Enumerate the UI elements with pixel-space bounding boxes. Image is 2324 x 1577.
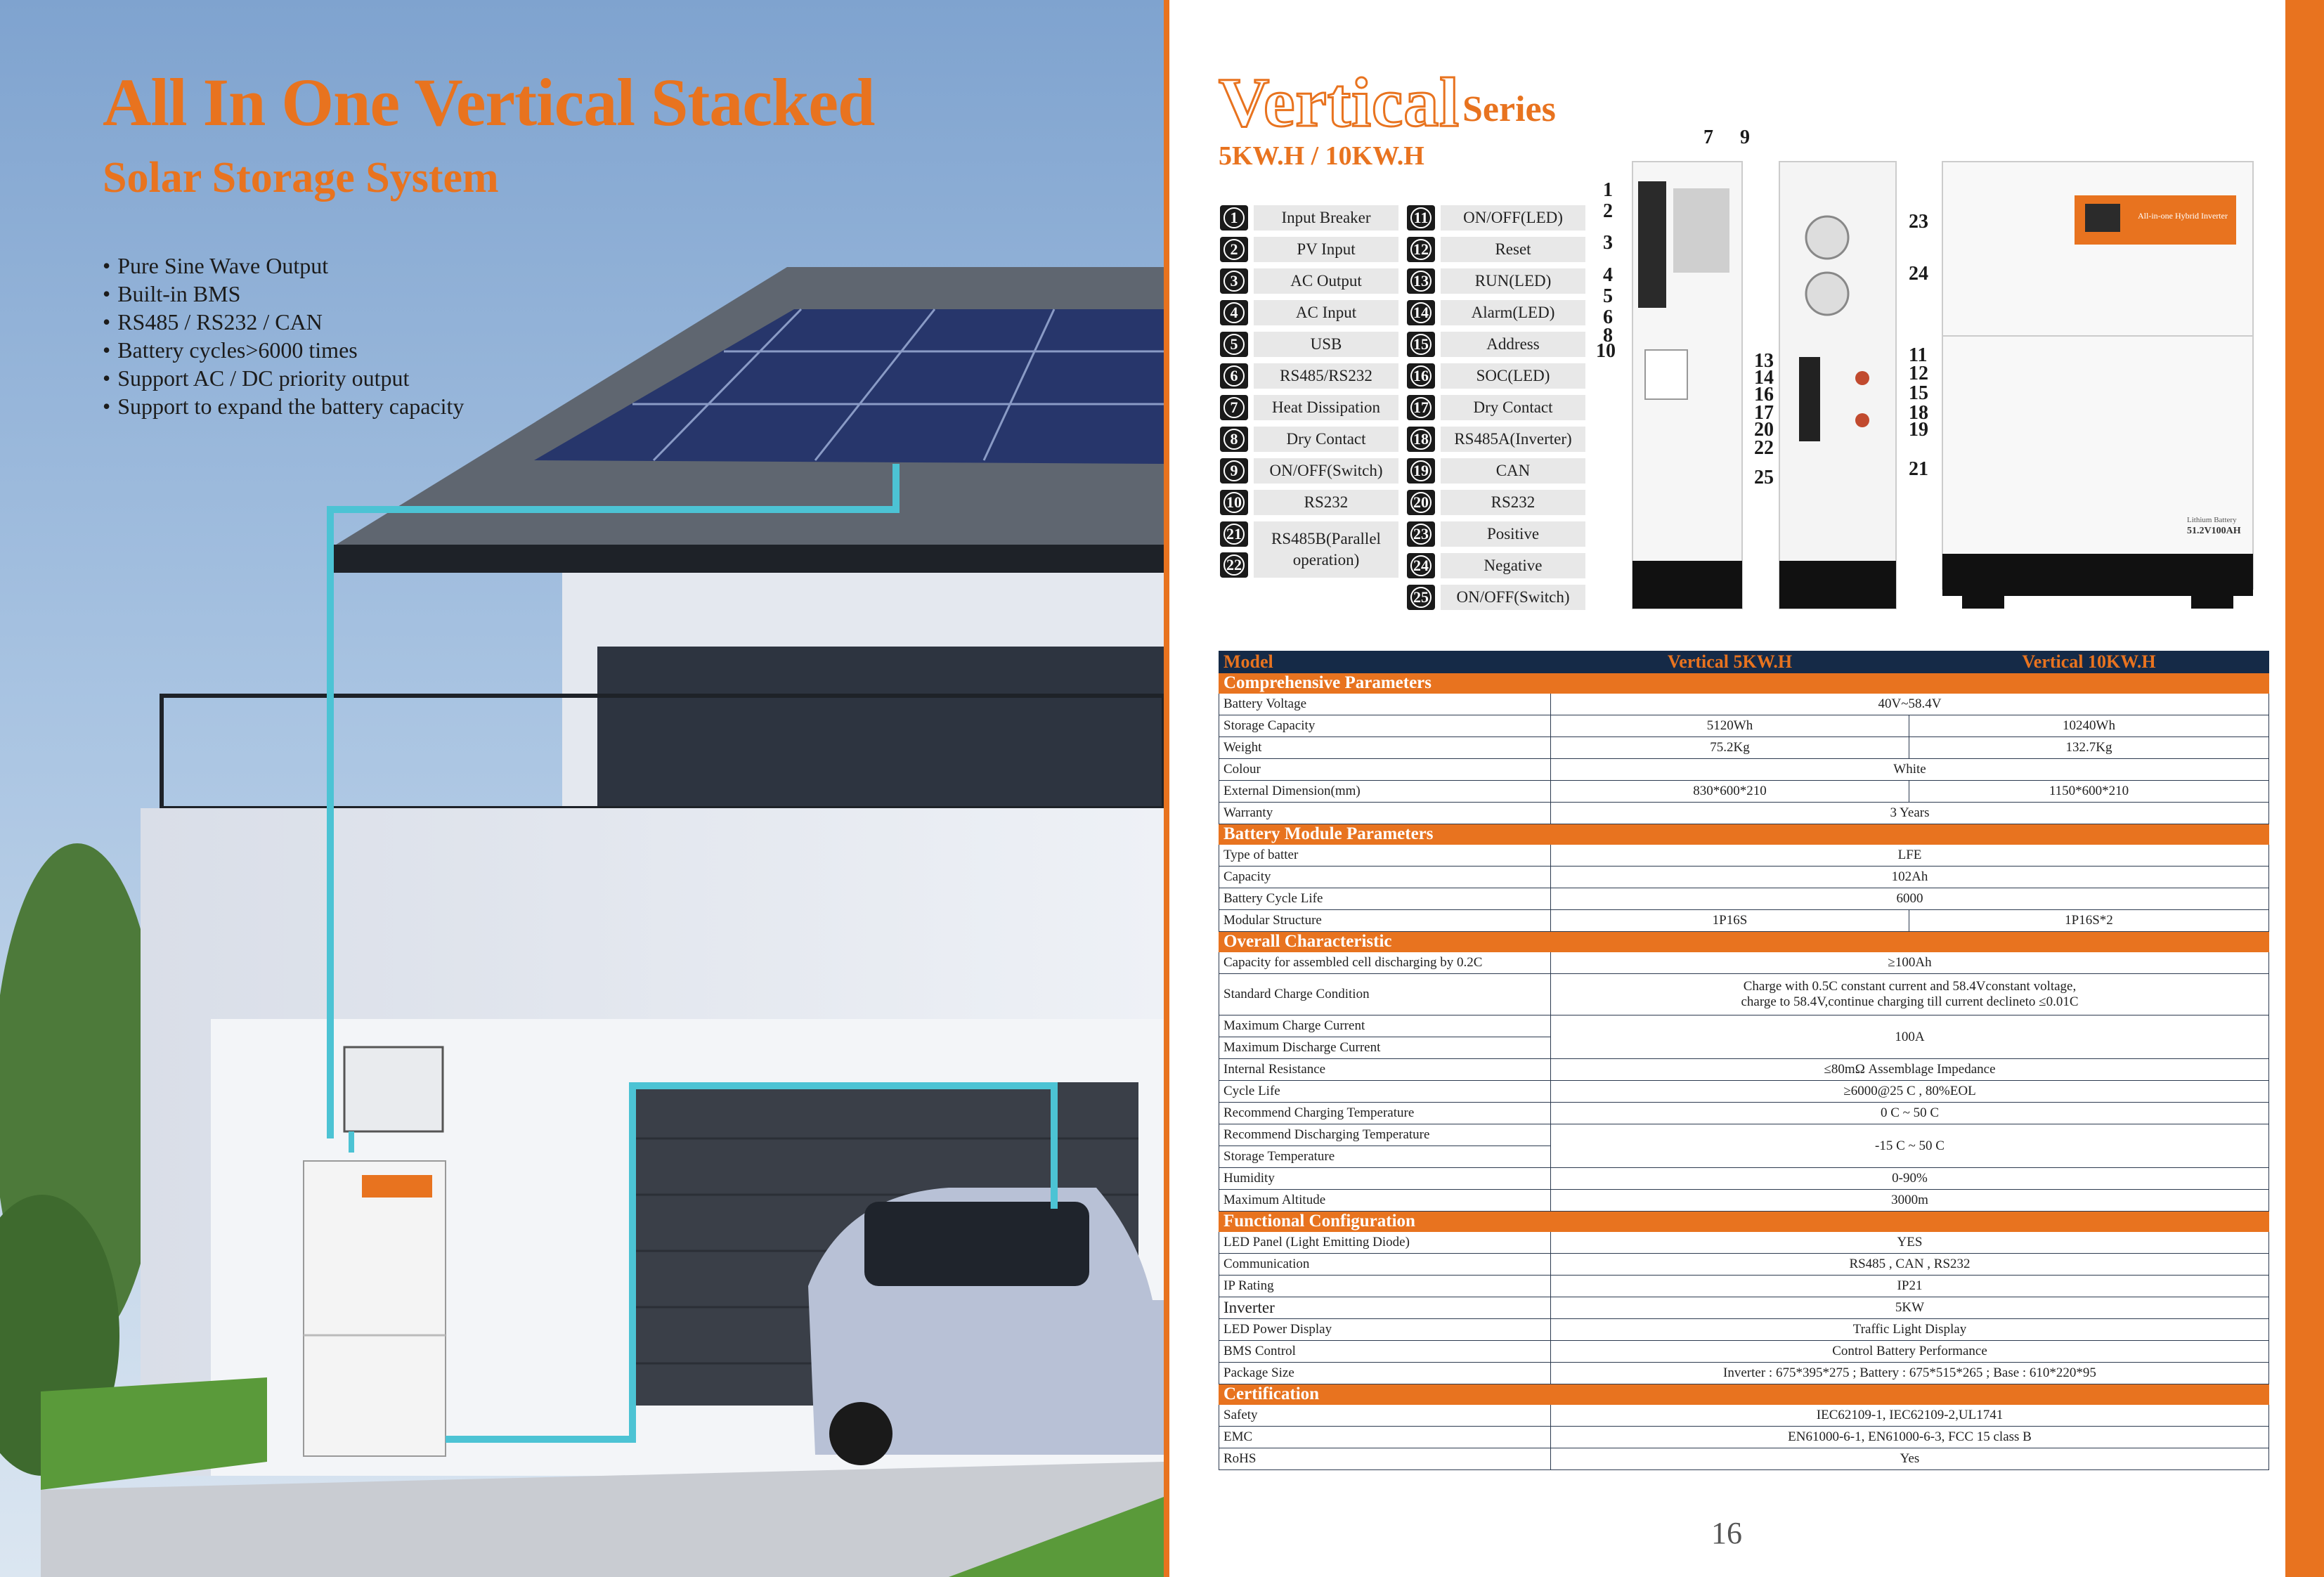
feature-item: • RS485 / RS232 / CAN	[103, 308, 464, 336]
table-row: Recommend Discharging Temperature -15 C ~ 50 C	[1219, 1124, 2269, 1146]
legend-row	[1407, 237, 1585, 262]
number-badge: 14	[1407, 300, 1435, 325]
table-row: Maximum Charge Current 100A	[1219, 1015, 2269, 1037]
legend-row	[1407, 395, 1585, 420]
legend-row	[1220, 268, 1398, 294]
page-title: All In One Vertical Stacked	[103, 65, 875, 140]
header-cell: Vertical 5KW.H	[1551, 651, 1909, 673]
callout-number: 16	[1754, 384, 1774, 405]
table-row: Modular Structure 1P16S 1P16S*2	[1219, 910, 2269, 932]
legend-label: RS485A(Inverter)	[1441, 427, 1585, 452]
upper-eave	[330, 545, 1164, 573]
legend-row	[1220, 427, 1398, 452]
header-cell: Vertical 10KW.H	[1909, 651, 2269, 673]
page-number: 16	[1711, 1516, 1742, 1550]
table-row: Internal Resistance ≤80mΩ Assemblage Impedance	[1219, 1059, 2269, 1081]
number-badge: 18	[1407, 427, 1435, 452]
feature-item: • Battery cycles>6000 times	[103, 336, 464, 364]
legend-row	[1407, 205, 1585, 231]
battery-small-label: Lithium Battery	[2187, 516, 2237, 524]
callout-number: 7	[1703, 126, 1713, 148]
table-row: Colour White	[1219, 759, 2269, 781]
series-label: Series	[1462, 89, 1556, 129]
series-heading: Vertical	[1219, 63, 1460, 141]
number-badge: 1	[1220, 205, 1248, 231]
callout-number: 10	[1596, 340, 1616, 362]
number-badge: 23	[1407, 521, 1435, 547]
table-row: Recommend Charging Temperature 0 C ~ 50 C	[1219, 1103, 2269, 1124]
legend-label: Alarm(LED)	[1441, 300, 1585, 325]
inverter-stack	[304, 1161, 446, 1456]
legend-label: Negative	[1441, 553, 1585, 578]
number-badge: 7	[1220, 395, 1248, 420]
legend-row	[1407, 585, 1585, 610]
table-row: LED Power Display Traffic Light Display	[1219, 1319, 2269, 1341]
page-subtitle: Solar Storage System	[103, 154, 499, 202]
legend-row	[1407, 553, 1585, 578]
number-badge: 8	[1220, 427, 1248, 452]
table-row: Maximum Altitude 3000m	[1219, 1190, 2269, 1212]
legend-row	[1220, 458, 1398, 484]
legend-row	[1407, 521, 1585, 547]
legend-row	[1220, 205, 1398, 231]
legend-row	[1407, 363, 1585, 389]
number-badge: 22	[1220, 552, 1248, 578]
right-page	[1164, 0, 2288, 1577]
number-badge: 2	[1220, 237, 1248, 262]
feature-list	[103, 252, 464, 420]
product-back-view	[1778, 160, 1897, 610]
legend-row	[1407, 268, 1585, 294]
legend-row	[1407, 332, 1585, 357]
legend-label: Input Breaker	[1254, 205, 1398, 231]
legend-row	[1220, 363, 1398, 389]
callout-number: 15	[1909, 382, 1928, 404]
legend-label: RS232	[1254, 490, 1398, 515]
table-row: Capacity 102Ah	[1219, 867, 2269, 888]
callout-number: 6	[1603, 306, 1613, 328]
legend-row	[1220, 300, 1398, 325]
number-badge: 9	[1220, 458, 1248, 484]
feature-item: • Pure Sine Wave Output	[103, 252, 464, 280]
callout-number: 3	[1603, 232, 1613, 254]
legend-label: RUN(LED)	[1441, 268, 1585, 294]
legend-row	[1407, 458, 1585, 484]
table-row: Capacity for assembled cell discharging by 0.2C ≥100Ah	[1219, 952, 2269, 974]
section-row: Overall Characteristic	[1219, 932, 2269, 952]
legend-label: AC Input	[1254, 300, 1398, 325]
table-row: Humidity 0-90%	[1219, 1168, 2269, 1190]
callout-number: 17	[1754, 402, 1774, 424]
feature-item: • Support to expand the battery capacity	[103, 392, 464, 420]
callout-number: 8	[1603, 325, 1613, 346]
right-edge-bar	[2285, 0, 2324, 1577]
number-badge: 17	[1407, 395, 1435, 420]
table-row: Safety IEC62109-1, IEC62109-2,UL1741	[1219, 1405, 2269, 1427]
table-row: Communication RS485 , CAN , RS232	[1219, 1254, 2269, 1276]
legend-label: Dry Contact	[1254, 427, 1398, 452]
legend-row	[1220, 521, 1398, 578]
product-side-view	[1631, 160, 1744, 610]
section-row: Functional Configuration	[1219, 1212, 2269, 1232]
legend-label: RS485/RS232	[1254, 363, 1398, 389]
callout-number: 24	[1909, 263, 1928, 285]
legend-label: AC Output	[1254, 268, 1398, 294]
table-row: EMC EN61000-6-1, EN61000-6-3, FCC 15 class B	[1219, 1427, 2269, 1448]
table-row: BMS Control Control Battery Performance	[1219, 1341, 2269, 1363]
number-badge: 15	[1407, 332, 1435, 357]
number-badge: 12	[1407, 237, 1435, 262]
callout-number: 1	[1603, 179, 1613, 201]
callout-number: 18	[1909, 402, 1928, 424]
table-row: LED Panel (Light Emitting Diode) YES	[1219, 1232, 2269, 1254]
table-row: Storage Temperature	[1219, 1146, 2269, 1168]
inverter-badge	[362, 1175, 432, 1198]
legend-label: Heat Dissipation	[1254, 395, 1398, 420]
callout-number: 11	[1909, 344, 1928, 366]
legend-label: ON/OFF(LED)	[1441, 205, 1585, 231]
number-badge: 21	[1220, 521, 1248, 547]
spec-table	[1219, 651, 2269, 1470]
legend-label: CAN	[1441, 458, 1585, 484]
callout-number: 22	[1754, 437, 1774, 459]
callout-number: 23	[1909, 211, 1928, 233]
table-row: RoHS Yes	[1219, 1448, 2269, 1470]
legend-label: USB	[1254, 332, 1398, 357]
callout-number: 12	[1909, 363, 1928, 384]
callout-number: 4	[1603, 264, 1613, 286]
number-badge: 3	[1220, 268, 1248, 294]
legend-label: Address	[1441, 332, 1585, 357]
legend-row	[1407, 300, 1585, 325]
callout-number: 14	[1754, 367, 1774, 389]
table-header	[1219, 651, 2269, 673]
upper-window	[597, 647, 1164, 808]
section-row: Battery Module Parameters	[1219, 824, 2269, 845]
product-front-view	[1941, 160, 2254, 610]
table-row: Battery Cycle Life 6000	[1219, 888, 2269, 910]
callout-number: 19	[1909, 419, 1928, 441]
table-row: Package Size Inverter : 675*395*275 ; Battery : 675*515*265 ; Base : 610*220*95	[1219, 1363, 2269, 1384]
number-badge: 11	[1407, 205, 1435, 231]
legend-label: SOC(LED)	[1441, 363, 1585, 389]
number-badge: 20	[1407, 490, 1435, 515]
table-row: Warranty 3 Years	[1219, 803, 2269, 824]
legend-row	[1407, 490, 1585, 515]
feature-item: • Support AC / DC priority output	[103, 364, 464, 392]
callout-number: 13	[1754, 350, 1774, 372]
table-row: Standard Charge Condition Charge with 0.5C constant current and 58.4Vconstant voltage, charge to 58.4V,continue charging till current declineto ≤0.01C	[1219, 974, 2269, 1015]
feature-item: • Built-in BMS	[103, 280, 464, 308]
legend-label: ON/OFF(Switch)	[1254, 458, 1398, 484]
number-badge: 25	[1407, 585, 1435, 610]
number-badge: 5	[1220, 332, 1248, 357]
number-badge: 4	[1220, 300, 1248, 325]
table-row: Type of batter LFE	[1219, 845, 2269, 867]
callout-number: 20	[1754, 419, 1774, 441]
section-row: Certification	[1219, 1384, 2269, 1405]
table-row: Inverter 5KW	[1219, 1297, 2269, 1319]
section-row: Comprehensive Parameters	[1219, 673, 2269, 694]
table-row: Maximum Discharge Current	[1219, 1037, 2269, 1059]
legend-label: RS485B(Parallel operation)	[1254, 521, 1398, 578]
legend-row	[1220, 395, 1398, 420]
table-row: Battery Voltage 40V~58.4V	[1219, 694, 2269, 715]
legend-row	[1220, 237, 1398, 262]
number-badge: 19	[1407, 458, 1435, 484]
number-badge: 24	[1407, 553, 1435, 578]
callout-number: 9	[1740, 126, 1750, 148]
legend-row	[1220, 332, 1398, 357]
callout-number: 21	[1909, 458, 1928, 480]
legend-label: RS232	[1441, 490, 1585, 515]
number-badge: 16	[1407, 363, 1435, 389]
inverter-label: All-in-one Hybrid Inverter	[2138, 211, 2228, 221]
legend-row	[1220, 490, 1398, 515]
table-row: External Dimension(mm) 830*600*210 1150*600*210	[1219, 781, 2269, 803]
legend-label: Dry Contact	[1441, 395, 1585, 420]
legend-label: Positive	[1441, 521, 1585, 547]
table-row: IP Rating IP21	[1219, 1276, 2269, 1297]
table-row: Storage Capacity 5120Wh 10240Wh	[1219, 715, 2269, 737]
header-cell: Model	[1219, 651, 1551, 673]
battery-label: 51.2V100AH	[2187, 526, 2241, 536]
legend-label: PV Input	[1254, 237, 1398, 262]
model-subtitle: 5KW.H / 10KW.H	[1219, 141, 1424, 171]
car-wheel	[829, 1402, 892, 1465]
combiner-box	[344, 1047, 443, 1131]
legend-label: Reset	[1441, 237, 1585, 262]
callout-number: 2	[1603, 200, 1613, 222]
legend-row	[1407, 427, 1585, 452]
number-badge: 10	[1220, 490, 1248, 515]
number-badge: 6	[1220, 363, 1248, 389]
table-row: Cycle Life ≥6000@25 C , 80%EOL	[1219, 1081, 2269, 1103]
number-badge: 13	[1407, 268, 1435, 294]
legend-label: ON/OFF(Switch)	[1441, 585, 1585, 610]
callout-number: 25	[1754, 467, 1774, 488]
table-row: Weight 75.2Kg 132.7Kg	[1219, 737, 2269, 759]
callout-number: 5	[1603, 285, 1613, 307]
car-windshield	[864, 1202, 1089, 1286]
